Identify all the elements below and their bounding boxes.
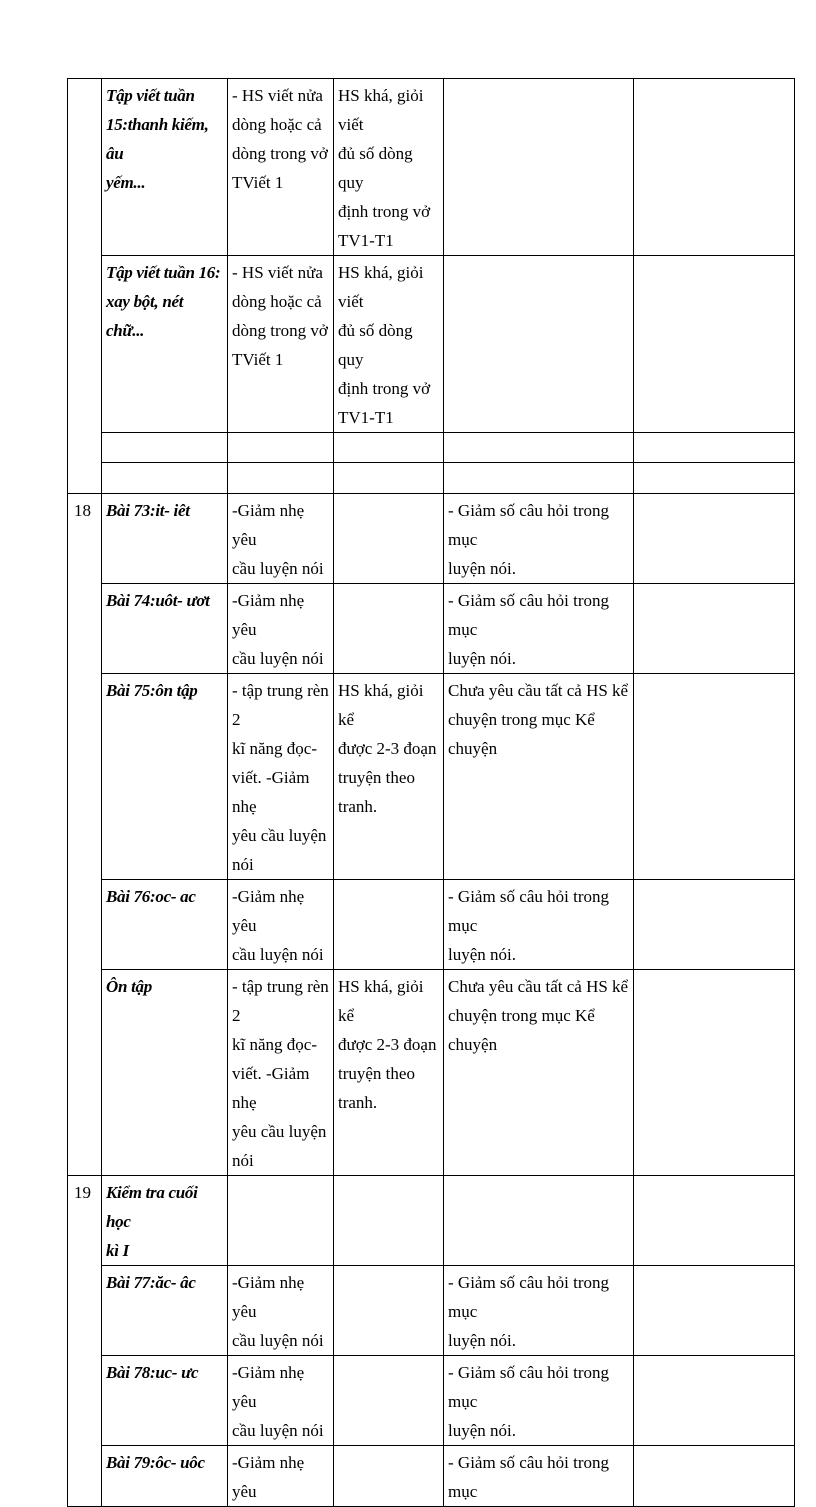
extra-cell: [634, 494, 795, 584]
adjustment-cell-text: -Giảm nhẹ yêu cầu luyện nói: [232, 1363, 324, 1440]
advanced-student-cell: [334, 494, 444, 584]
lesson-title-cell-text: Bài 74:uôt- ươt: [106, 591, 210, 610]
adjustment-cell-text: -Giảm nhẹ yêu cầu luyện nói: [232, 501, 324, 578]
table-row: [68, 463, 795, 494]
lesson-title-cell-text: Tập viết tuần 16: xay bột, nét chữ...: [106, 263, 221, 340]
lesson-title-cell: [102, 880, 228, 970]
advanced-student-cell-text: HS khá, giỏi viết đủ số dòng quy định trong vở TV1-T1: [338, 86, 431, 250]
advanced-student-cell-text: HS khá, giỏi kể được 2-3 đoạn truyện theo tranh.: [338, 681, 437, 816]
advanced-student-cell: [334, 79, 444, 256]
note-cell-text: - Giảm số câu hỏi trong mục luyện nói.: [448, 1273, 609, 1350]
advanced-student-cell: [334, 1176, 444, 1266]
note-cell: [444, 79, 634, 256]
advanced-student-cell: [334, 433, 444, 463]
advanced-student-cell: [334, 1266, 444, 1356]
note-cell-text: - Giảm số câu hỏi trong mục luyện nói.: [448, 1363, 609, 1440]
extra-cell: [634, 433, 795, 463]
advanced-student-cell: [334, 584, 444, 674]
advanced-student-cell-text: HS khá, giỏi kể được 2-3 đoạn truyện theo tranh.: [338, 977, 437, 1112]
note-cell: [444, 433, 634, 463]
lesson-plan-table: [67, 78, 795, 1507]
extra-cell: [634, 880, 795, 970]
lesson-title-cell-text: Kiểm tra cuối học kì I: [106, 1183, 198, 1260]
table-row: [68, 1176, 795, 1266]
table-row: [68, 970, 795, 1176]
adjustment-cell: [228, 674, 334, 880]
note-cell-text: Chưa yêu cầu tất cả HS kể chuyện trong mục Kể chuyện: [448, 977, 629, 1054]
lesson-title-cell: [102, 674, 228, 880]
adjustment-cell: [228, 256, 334, 433]
adjustment-cell: [228, 880, 334, 970]
note-cell-text: - Giảm số câu hỏi trong mục luyện nói.: [448, 591, 609, 668]
week-number-cell: 19: [68, 1176, 102, 1507]
note-cell: [444, 256, 634, 433]
lesson-title-cell: [102, 79, 228, 256]
table-row: [68, 1356, 795, 1446]
lesson-title-cell: [102, 494, 228, 584]
lesson-title-cell: [102, 256, 228, 433]
adjustment-cell: [228, 494, 334, 584]
note-cell: [444, 674, 634, 880]
extra-cell: [634, 463, 795, 494]
adjustment-cell-text: - tập trung rèn 2 kĩ năng đọc- viết. -Giảm nhẹ yêu cầu luyện nói: [232, 681, 329, 874]
lesson-title-cell: [102, 1356, 228, 1446]
lesson-title-cell: [102, 1266, 228, 1356]
adjustment-cell: [228, 1266, 334, 1356]
extra-cell: [634, 1176, 795, 1266]
table-row: [68, 256, 795, 433]
advanced-student-cell: [334, 463, 444, 494]
table-row: [68, 79, 795, 256]
table-body: [68, 79, 795, 1507]
note-cell: [444, 1356, 634, 1446]
lesson-title-cell: [102, 1176, 228, 1266]
note-cell-text: - Giảm số câu hỏi trong mục luyện nói.: [448, 501, 609, 578]
note-cell: [444, 1446, 634, 1507]
note-cell-text: - Giảm số câu hỏi trong mục: [448, 1453, 609, 1501]
adjustment-cell-text: -Giảm nhẹ yêu: [232, 1453, 305, 1501]
extra-cell: [634, 584, 795, 674]
lesson-title-cell: [102, 463, 228, 494]
lesson-title-cell-text: Bài 76:oc- ac: [106, 887, 196, 906]
extra-cell: [634, 970, 795, 1176]
advanced-student-cell: [334, 674, 444, 880]
adjustment-cell-text: -Giảm nhẹ yêu cầu luyện nói: [232, 591, 324, 668]
note-cell: [444, 584, 634, 674]
table-row: [68, 584, 795, 674]
advanced-student-cell-text: HS khá, giỏi viết đủ số dòng quy định trong vở TV1-T1: [338, 263, 431, 427]
lesson-title-cell-text: Bài 75:ôn tập: [106, 681, 198, 700]
adjustment-cell: [228, 463, 334, 494]
adjustment-cell-text: - HS viết nửa dòng hoặc cả dòng trong vở TViết 1: [232, 263, 328, 369]
note-cell: [444, 463, 634, 494]
extra-cell: [634, 1266, 795, 1356]
adjustment-cell: [228, 433, 334, 463]
note-cell-text: - Giảm số câu hỏi trong mục luyện nói.: [448, 887, 609, 964]
advanced-student-cell: [334, 256, 444, 433]
adjustment-cell: [228, 1446, 334, 1507]
extra-cell: [634, 1446, 795, 1507]
note-cell: [444, 880, 634, 970]
advanced-student-cell: [334, 1446, 444, 1507]
extra-cell: [634, 674, 795, 880]
lesson-title-cell-text: Bài 79:ôc- uôc: [106, 1453, 205, 1472]
week-number-cell: [68, 79, 102, 494]
adjustment-cell: [228, 1356, 334, 1446]
note-cell: [444, 970, 634, 1176]
note-cell: [444, 494, 634, 584]
note-cell: [444, 1176, 634, 1266]
extra-cell: [634, 256, 795, 433]
lesson-title-cell-text: Bài 77:ăc- âc: [106, 1273, 196, 1292]
lesson-title-cell: [102, 584, 228, 674]
adjustment-cell: [228, 1176, 334, 1266]
lesson-title-cell-text: Bài 78:uc- ưc: [106, 1363, 199, 1382]
note-cell-text: Chưa yêu cầu tất cả HS kể chuyện trong mục Kể chuyện: [448, 681, 629, 758]
lesson-title-cell-text: Ôn tập: [106, 977, 152, 996]
advanced-student-cell: [334, 880, 444, 970]
table-row: [68, 674, 795, 880]
extra-cell: [634, 1356, 795, 1446]
adjustment-cell-text: - tập trung rèn 2 kĩ năng đọc- viết. -Giảm nhẹ yêu cầu luyện nói: [232, 977, 329, 1170]
note-cell: [444, 1266, 634, 1356]
lesson-title-cell-text: Tập viết tuần 15:thanh kiếm, âu yếm...: [106, 86, 209, 192]
adjustment-cell: [228, 79, 334, 256]
adjustment-cell: [228, 970, 334, 1176]
lesson-title-cell: [102, 1446, 228, 1507]
table-row: [68, 880, 795, 970]
adjustment-cell-text: -Giảm nhẹ yêu cầu luyện nói: [232, 1273, 324, 1350]
table-row: [68, 1446, 795, 1507]
lesson-title-cell: [102, 433, 228, 463]
lesson-title-cell-text: Bài 73:it- iêt: [106, 501, 190, 520]
adjustment-cell-text: -Giảm nhẹ yêu cầu luyện nói: [232, 887, 324, 964]
advanced-student-cell: [334, 970, 444, 1176]
lesson-title-cell: [102, 970, 228, 1176]
table-row: [68, 433, 795, 463]
week-number-cell: 18: [68, 494, 102, 1176]
advanced-student-cell: [334, 1356, 444, 1446]
extra-cell: [634, 79, 795, 256]
adjustment-cell: [228, 584, 334, 674]
table-row: [68, 494, 795, 584]
table-row: [68, 1266, 795, 1356]
adjustment-cell-text: - HS viết nửa dòng hoặc cả dòng trong vở TViết 1: [232, 86, 328, 192]
